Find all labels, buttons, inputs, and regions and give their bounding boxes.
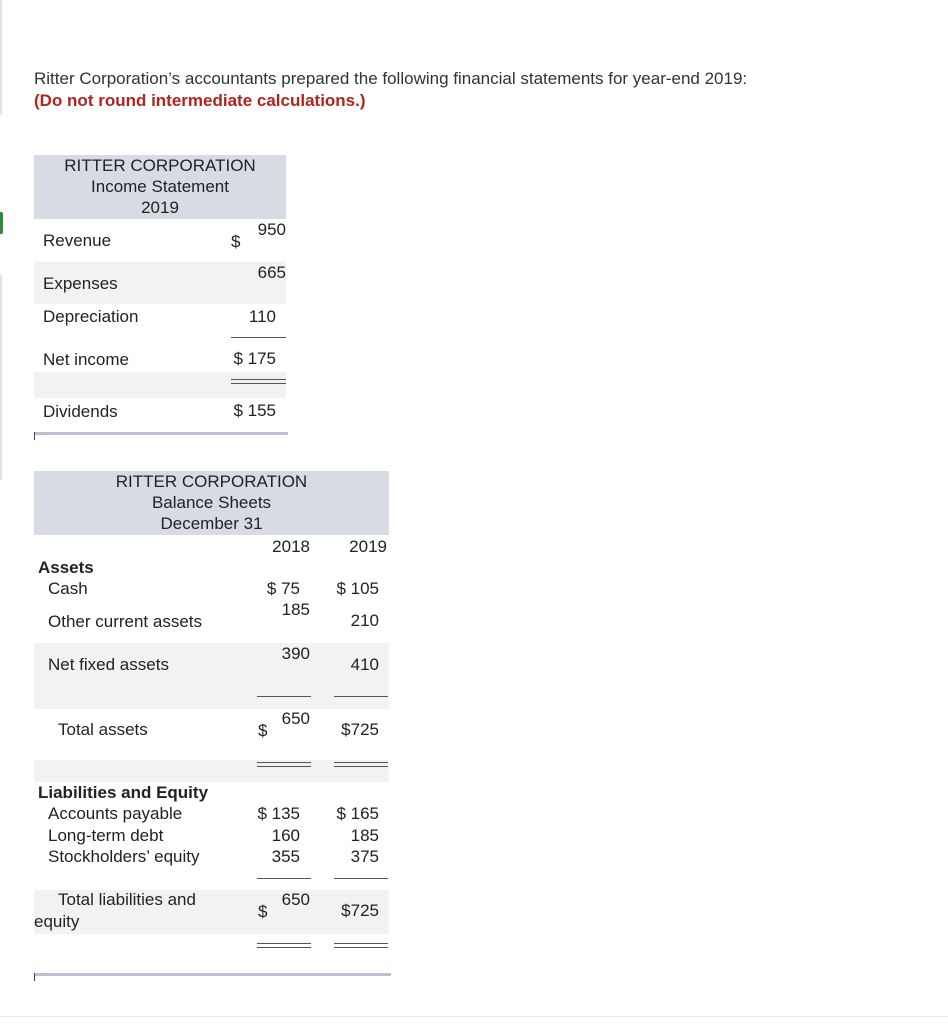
long-term-debt-label: Long-term debt bbox=[48, 826, 164, 845]
long-term-debt-2018: 160 bbox=[271, 826, 300, 845]
total-liabilities-label-line1: Total liabilities and bbox=[58, 890, 196, 909]
balance-row-band bbox=[34, 760, 389, 782]
cash-2018: $ 75 bbox=[266, 579, 300, 598]
balance-date: December 31 bbox=[160, 514, 263, 533]
liabilities-total-rule-top-2018 bbox=[257, 943, 311, 944]
stockholders-equity-2018: 355 bbox=[271, 847, 300, 866]
left-border-top bbox=[0, 0, 2, 115]
assets-total-rule-bottom-2019 bbox=[334, 766, 388, 767]
liabilities-total-rule-top-2019 bbox=[334, 943, 388, 944]
balance-row-band bbox=[34, 687, 389, 709]
accounts-payable-label: Accounts payable bbox=[48, 804, 183, 823]
assets-total-rule-top-2018 bbox=[257, 762, 311, 763]
balance-bottom-tick bbox=[34, 973, 35, 981]
subtotal-rule bbox=[231, 337, 286, 338]
balance-title: Balance Sheets bbox=[151, 493, 272, 512]
liabilities-total-rule-bottom-2019 bbox=[334, 947, 388, 948]
net-fixed-assets-label: Net fixed assets bbox=[48, 655, 169, 674]
intro-text: Ritter Corporation’s accountants prepared the following financial statements for year-end 2019: bbox=[34, 69, 748, 88]
total-liabilities-2019: $725 bbox=[341, 901, 379, 920]
stockholders-equity-2019: 375 bbox=[350, 847, 379, 866]
net-fixed-assets-2019: 410 bbox=[350, 655, 379, 674]
progress-marker bbox=[0, 212, 3, 234]
intro-note: (Do not round intermediate calculations.) bbox=[34, 91, 366, 110]
liabilities-total-rule-bottom-2018 bbox=[257, 947, 311, 948]
long-term-debt-2019: 185 bbox=[350, 826, 379, 845]
assets-subtotal-rule-2018 bbox=[257, 696, 311, 697]
depreciation-value: 110 bbox=[248, 307, 276, 326]
total-liabilities-currency: $ bbox=[258, 902, 268, 921]
accounts-payable-2018: $ 135 bbox=[257, 804, 300, 823]
question-intro bbox=[34, 68, 754, 112]
total-rule-top bbox=[231, 379, 286, 380]
liabilities-subtotal-rule-2019 bbox=[334, 878, 388, 879]
column-header-2019: 2019 bbox=[349, 537, 387, 556]
net-income-value: $ 175 bbox=[233, 349, 276, 368]
liabilities-heading: Liabilities and Equity bbox=[38, 783, 209, 802]
expenses-label: Expenses bbox=[43, 274, 118, 293]
balance-bottom-bar bbox=[34, 973, 391, 976]
page-bottom-rule bbox=[0, 1016, 948, 1017]
income-company: RITTER CORPORATION bbox=[64, 156, 256, 175]
dividends-value: $ 155 bbox=[233, 401, 276, 420]
income-year: 2019 bbox=[141, 198, 179, 217]
total-assets-label: Total assets bbox=[58, 720, 148, 739]
total-assets-currency: $ bbox=[258, 721, 268, 740]
cash-2019: $ 105 bbox=[336, 579, 379, 598]
left-border-bottom bbox=[0, 275, 2, 480]
net-fixed-assets-2018: 390 bbox=[281, 644, 310, 663]
stockholders-equity-label: Stockholders’ equity bbox=[48, 847, 200, 866]
income-title: Income Statement bbox=[91, 177, 229, 196]
assets-subtotal-rule-2019 bbox=[334, 696, 388, 697]
balance-company: RITTER CORPORATION bbox=[115, 472, 308, 491]
revenue-value: 950 bbox=[257, 220, 286, 239]
other-current-assets-2019: 210 bbox=[350, 611, 379, 630]
total-liabilities-label-line2: equity bbox=[34, 912, 80, 931]
assets-total-rule-top-2019 bbox=[334, 762, 388, 763]
column-header-2018: 2018 bbox=[272, 537, 310, 556]
depreciation-label: Depreciation bbox=[43, 307, 139, 326]
income-bottom-tick bbox=[34, 432, 35, 440]
total-assets-2018: 650 bbox=[281, 709, 310, 728]
assets-heading: Assets bbox=[38, 558, 94, 577]
total-liabilities-2018: 650 bbox=[281, 890, 310, 909]
other-current-assets-label: Other current assets bbox=[48, 612, 203, 631]
revenue-label: Revenue bbox=[43, 231, 112, 250]
net-income-label: Net income bbox=[43, 350, 129, 369]
income-bottom-bar bbox=[34, 432, 288, 435]
total-rule-bottom bbox=[231, 383, 286, 384]
assets-total-rule-bottom-2018 bbox=[257, 766, 311, 767]
revenue-currency: $ bbox=[231, 232, 241, 251]
other-current-assets-2018: 185 bbox=[281, 600, 310, 619]
cash-label: Cash bbox=[48, 579, 88, 598]
expenses-value: 665 bbox=[257, 263, 286, 282]
total-assets-2019: $725 bbox=[341, 720, 379, 739]
liabilities-subtotal-rule-2018 bbox=[257, 878, 311, 879]
income-row-band bbox=[34, 372, 286, 398]
accounts-payable-2019: $ 165 bbox=[336, 804, 379, 823]
dividends-label: Dividends bbox=[43, 402, 118, 421]
